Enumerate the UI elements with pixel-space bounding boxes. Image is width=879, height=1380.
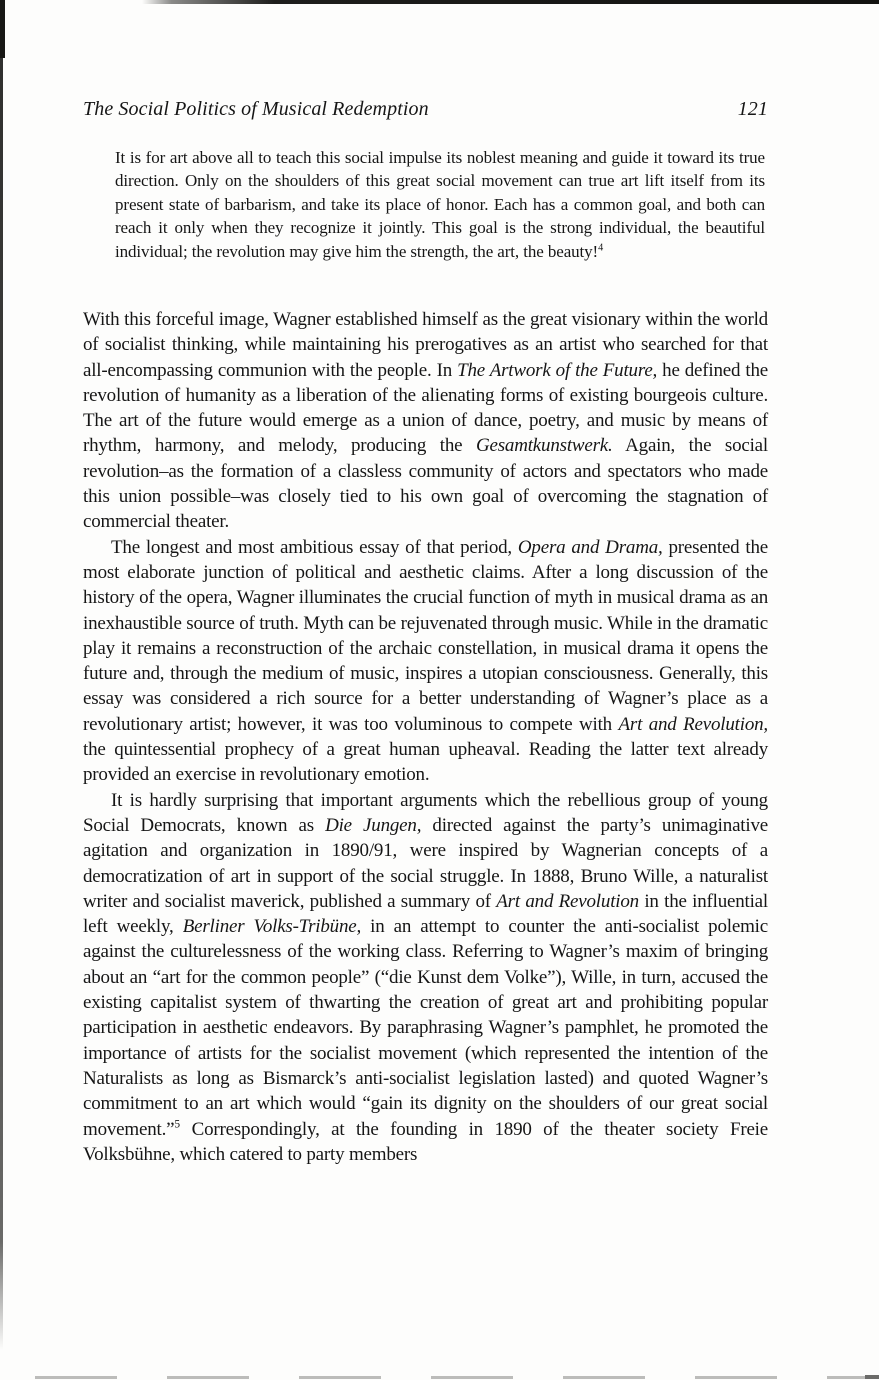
running-header-title: The Social Politics of Musical Redemption — [83, 98, 429, 120]
scan-edge-bottom-dashes — [35, 1376, 865, 1379]
body-text — [83, 307, 768, 1167]
scan-edge-bottom-corner — [865, 1375, 879, 1379]
scan-edge-top — [142, 0, 879, 4]
paragraph-1: With this forceful image, Wagner established himself as the great visionary within the world of socialist thinking, while maintaining his prerogatives as an artist who searched for that all-encompassing communion with the people. In The Artwork of the Future, he defined the revolution of humanity as a liberation of the alienating forms of existing bourgeois culture. The art of the future would emerge as a union of dance, poetry, and music by means of rhythm, harmony, and melody, producing the Gesamtkunstwerk. Again, the social revolution–as the formation of a classless community of actors and spectators who made this union possible–was closely tied to his own goal of overcoming the stagnation of commercial theater. — [83, 309, 768, 533]
block-quote: It is for art above all to teach this social impulse its noblest meaning and guide it toward its true direction. Only on the shoulders of this great social movement can true art lift itself from its present state of barbarism, and take its place of honor. Each has a common goal, and both can reach it only when they recognize it jointly. This goal is the strong individual, the beautiful individual; the revolution may give him the strength, the art, the beauty!$^4$ — [115, 148, 765, 261]
scan-edge-left — [0, 0, 3, 1350]
paragraph-2: The longest and most ambitious essay of that period, Opera and Drama, presented the most elaborate junction of political and aesthetic claims. After a long discussion of the history of the opera, Wagner illuminates the crucial function of myth in musical drama as an inexhaustible source of truth. Myth can be rejuvenated through music. While in the dramatic play it remains a reconstruction of the archaic constellation, in musical drama it opens the future and, through the medium of music, inspires a utopian consciousness. Generally, this essay was considered a rich source for a better understanding of Wagner’s place as a revolutionary artist; however, it was too voluminous to compete with Art and Revolution, the quintessential prophecy of a great human upheaval. Reading the latter text already provided an exercise in revolutionary emotion. — [83, 536, 768, 786]
paragraph-3: It is hardly surprising that important arguments which the rebellious group of young Social Democrats, known as Die Jungen, directed against the party’s unimaginative agitation and organization in 1890/91, were inspired by Wagnerian concepts of a democratization of art in support of the social struggle. In 1888, Bruno Wille, a naturalist writer and socialist maverick, published a summary of Art and Revolution in the influential left weekly, Berliner Volks-Tribüne, in an attempt to counter the anti-socialist polemic against the culturelessness of the working class. Referring to Wagner’s maxim of bringing about an “art for the common people” (“die Kunst dem Volke”), Wille, in turn, accused the existing capitalist system of thwarting the creation of great art and prohibiting popular participation in aesthetic endeavors. By paraphrasing Wagner’s pamphlet, he promoted the importance of artists for the socialist movement (which represented the intention of the Naturalists as long as Bismarck’s anti-socialist legislation lasted) and quoted Wagner’s commitment to an art which would “gain its dignity on the shoulders of our great social movement.”$^5$ Correspondingly, at the founding in 1890 of the theater society Freie Volksbühne, which catered to party members — [83, 789, 768, 1165]
running-header — [83, 98, 768, 121]
page-number: 121 — [737, 98, 768, 120]
scan-edge-left-top — [0, 0, 5, 58]
